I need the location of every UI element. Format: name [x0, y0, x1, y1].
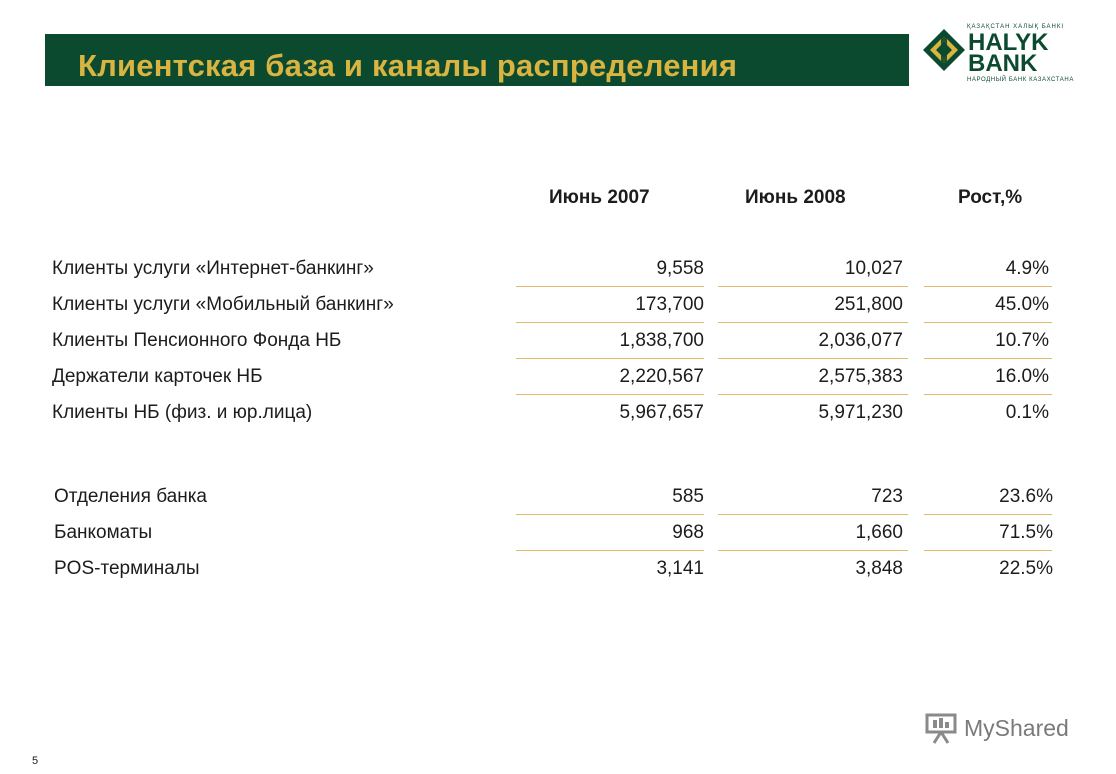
value-2008: 2,575,383 — [818, 366, 903, 387]
row-divider — [516, 358, 704, 359]
column-header-june-2007: Июнь 2007 — [549, 187, 650, 208]
value-2008: 3,848 — [855, 558, 903, 579]
value-2007: 585 — [672, 486, 704, 507]
value-growth: 71.5% — [999, 522, 1053, 543]
value-2007: 2,220,567 — [619, 366, 704, 387]
row-label: Банкоматы — [54, 522, 153, 543]
value-growth: 0.1% — [1005, 402, 1049, 423]
value-growth: 10.7% — [995, 330, 1049, 351]
column-header-june-2008: Июнь 2008 — [745, 187, 846, 208]
row-label: POS-терминалы — [54, 558, 200, 579]
row-divider — [718, 286, 908, 287]
slide-title: Клиентская база и каналы распределения — [78, 48, 738, 83]
diamond-logo-icon — [922, 28, 966, 72]
value-2008: 251,800 — [834, 294, 903, 315]
row-divider — [924, 358, 1052, 359]
logo-bottom-text: НАРОДНЫЙ БАНК КАЗАХСТАНА — [967, 77, 1074, 83]
value-2008: 10,027 — [844, 258, 903, 279]
presentation-board-icon — [924, 711, 958, 745]
row-divider — [516, 394, 704, 395]
row-divider — [924, 394, 1052, 395]
value-growth: 23.6% — [999, 486, 1053, 507]
value-growth: 22.5% — [999, 558, 1053, 579]
value-growth: 16.0% — [995, 366, 1049, 387]
row-divider — [924, 286, 1052, 287]
watermark-text: MyShared — [964, 715, 1069, 741]
row-label: Клиенты услуги «Мобильный банкинг» — [52, 294, 394, 315]
row-label: Клиенты Пенсионного Фонда НБ — [52, 330, 342, 351]
halyk-bank-logo — [922, 22, 1082, 86]
row-divider — [718, 550, 908, 551]
row-label: Держатели карточек НБ — [52, 366, 263, 387]
value-2007: 968 — [672, 522, 704, 543]
row-divider — [516, 514, 704, 515]
row-label: Клиенты услуги «Интернет-банкинг» — [52, 258, 374, 279]
row-divider — [718, 394, 908, 395]
logo-word-halyk: HALYK — [968, 29, 1049, 56]
logo-word-bank: BANK — [968, 50, 1038, 77]
column-header-growth: Рост,% — [958, 187, 1023, 208]
logo-top-text: ҚАЗАҚСТАН ХАЛЫҚ БАНКІ — [967, 24, 1065, 30]
row-divider — [718, 514, 908, 515]
row-divider — [718, 358, 908, 359]
value-2008: 5,971,230 — [818, 402, 903, 423]
row-divider — [516, 322, 704, 323]
row-divider — [924, 514, 1052, 515]
row-divider — [924, 550, 1052, 551]
row-divider — [516, 550, 704, 551]
value-2008: 1,660 — [855, 522, 903, 543]
value-growth: 45.0% — [995, 294, 1049, 315]
row-label: Клиенты НБ (физ. и юр.лица) — [52, 402, 313, 423]
value-growth: 4.9% — [1005, 258, 1049, 279]
value-2007: 3,141 — [656, 558, 704, 579]
row-label: Отделения банка — [54, 486, 208, 507]
row-divider — [924, 322, 1052, 323]
row-divider — [718, 322, 908, 323]
page-number: 5 — [32, 755, 39, 767]
value-2007: 5,967,657 — [619, 402, 704, 423]
row-divider — [516, 286, 704, 287]
value-2007: 1,838,700 — [619, 330, 704, 351]
value-2008: 723 — [871, 486, 903, 507]
value-2007: 173,700 — [635, 294, 704, 315]
watermark — [924, 711, 1084, 747]
value-2007: 9,558 — [656, 258, 704, 279]
value-2008: 2,036,077 — [818, 330, 903, 351]
